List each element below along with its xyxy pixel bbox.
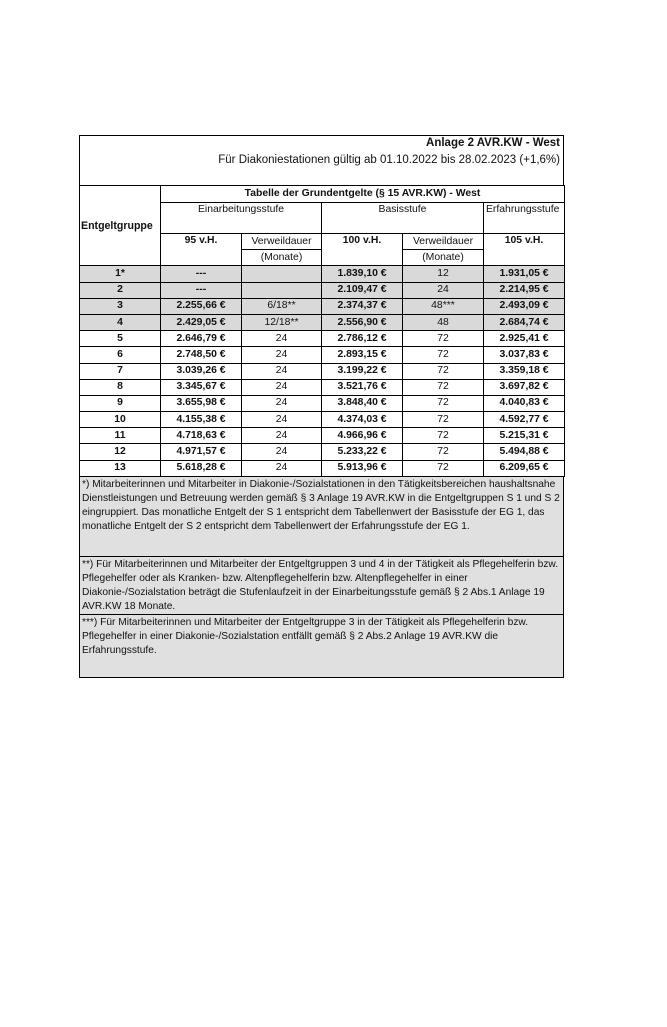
einarbeitung-value: 4.971,57 € — [161, 444, 242, 460]
entgeltgruppe-cell: 6 — [80, 347, 161, 363]
verweildauer-2-value: 72 — [403, 460, 484, 476]
erfahrung-value: 5.494,88 € — [484, 444, 565, 460]
verweildauer-1-value: 24 — [242, 379, 322, 395]
entgeltgruppe-cell: 8 — [80, 379, 161, 395]
verweildauer-1-value: 24 — [242, 331, 322, 347]
einarbeitung-value: 5.618,28 € — [161, 460, 242, 476]
basis-value: 2.893,15 € — [322, 347, 403, 363]
erfahrung-value: 4.592,77 € — [484, 412, 565, 428]
document-title: Anlage 2 AVR.KW - West — [426, 137, 560, 149]
verweildauer-2-value: 72 — [403, 363, 484, 379]
erfahrung-value: 3.697,82 € — [484, 379, 565, 395]
table-row — [80, 395, 565, 411]
erfahrung-value: 1.931,05 € — [484, 266, 565, 282]
erfahrung-value: 2.493,09 € — [484, 298, 565, 314]
einarbeitung-value: --- — [161, 282, 242, 298]
einarbeitung-value: 3.345,67 € — [161, 379, 242, 395]
einarbeitung-value: 2.748,50 € — [161, 347, 242, 363]
verweildauer-2-value: 72 — [403, 331, 484, 347]
basis-value: 2.556,90 € — [322, 314, 403, 330]
einarbeitung-value: 2.255,66 € — [161, 298, 242, 314]
entgeltgruppe-header: Entgeltgruppe — [80, 186, 161, 266]
verweildauer-2-value: 12 — [403, 266, 484, 282]
einarbeitung-value: 2.429,05 € — [161, 314, 242, 330]
verweildauer-1-value — [242, 282, 322, 298]
table-row — [80, 314, 565, 330]
einarbeitung-value: 4.718,63 € — [161, 428, 242, 444]
table-row — [80, 444, 565, 460]
table-row — [80, 412, 565, 428]
erfahrung-value: 5.215,31 € — [484, 428, 565, 444]
entgeltgruppe-cell: 3 — [80, 298, 161, 314]
erfahrungsstufe-header: Erfahrungsstufe — [484, 203, 565, 234]
einarbeitung-value: --- — [161, 266, 242, 282]
verweildauer-1-value: 12/18** — [242, 314, 322, 330]
erfahrung-value: 2.684,74 € — [484, 314, 565, 330]
verweildauer-1-value: 24 — [242, 444, 322, 460]
verweildauer-1-value: 24 — [242, 428, 322, 444]
einarbeitungsstufe-header: Einarbeitungsstufe — [161, 203, 322, 234]
basis-value: 5.913,96 € — [322, 460, 403, 476]
table-row — [80, 428, 565, 444]
einarbeitung-value: 4.155,38 € — [161, 412, 242, 428]
table-row — [80, 298, 565, 314]
validity-subtitle: Für Diakoniestationen gültig ab 01.10.2022 bis 28.02.2023 (+1,6%) — [218, 154, 560, 166]
erfahrung-value: 4.040,83 € — [484, 395, 565, 411]
einarbeitung-value: 3.039,26 € — [161, 363, 242, 379]
erfahrung-value: 6.209,65 € — [484, 460, 565, 476]
verweildauer-1-value: 24 — [242, 412, 322, 428]
verweildauer-2-value: 72 — [403, 395, 484, 411]
basis-value: 3.521,76 € — [322, 379, 403, 395]
verweildauer-1-value: 24 — [242, 363, 322, 379]
basis-value: 1.839,10 € — [322, 266, 403, 282]
basis-value: 2.109,47 € — [322, 282, 403, 298]
entgeltgruppe-cell: 10 — [80, 412, 161, 428]
table-row — [80, 331, 565, 347]
erfahrung-value: 3.037,83 € — [484, 347, 565, 363]
entgeltgruppe-cell: 5 — [80, 331, 161, 347]
table-row — [80, 282, 565, 298]
table-row — [80, 266, 565, 282]
erfahrung-value: 2.925,41 € — [484, 331, 565, 347]
entgeltgruppe-cell: 1* — [80, 266, 161, 282]
col-header-verweildauer-1: Verweildauer — [242, 234, 322, 250]
entgeltgruppe-cell: 11 — [80, 428, 161, 444]
footnote-2: **) Für Mitarbeiterinnen und Mitarbeiter der Entgeltgruppen 3 und 4 in der Tätigkeit als Pflegehelferin bzw. Pflegehelfer oder als Kranken- bzw. Altenpflegehelferin bzw. Altenpflegehelfer in einer Diakonie-/Sozialstation beträgt die Stufenlaufzeit in der Einarbeitungsstufe gemäß § 2 Abs.1 Anlage 19 AVR.KW 18 Monate. — [79, 557, 564, 615]
footnote-3: ***) Für Mitarbeiterinnen und Mitarbeiter der Entgeltgruppe 3 in der Tätigkeit als Pflegehelferin bzw. Pflegehelfer in einer Diakonie-/Sozialstation entfällt gemäß § 2 Abs.2 Anlage 19 AVR.KW die Erfahrungsstufe. — [79, 615, 564, 678]
table-row — [80, 363, 565, 379]
erfahrung-value: 3.359,18 € — [484, 363, 565, 379]
entgeltgruppe-cell: 7 — [80, 363, 161, 379]
einarbeitung-value: 3.655,98 € — [161, 395, 242, 411]
verweildauer-2-value: 72 — [403, 412, 484, 428]
entgeltgruppe-cell: 9 — [80, 395, 161, 411]
entgeltgruppe-cell: 13 — [80, 460, 161, 476]
entgeltgruppe-cell: 2 — [80, 282, 161, 298]
footnote-1: *) Mitarbeiterinnen und Mitarbeiter in Diakonie-/Sozialstationen in den Tätigkeitsbereichen haushaltsnahe Dienstleistungen und Betreuung werden gemäß § 3 Anlage 19 AVR.KW in die Entgeltgruppen S 1 und S 2 eingruppiert. Das monatliche Entgelt der S 1 entspricht dem Tabellenwert der Basisstufe der EG 1, das monatliche Entgelt der S 2 entspricht dem Tabellenwert der Erfahrungsstufe der EG 1. — [79, 477, 564, 557]
table-caption: Tabelle der Grundentgelte (§ 15 AVR.KW) - West — [161, 186, 565, 203]
col-subheader-monate-1: (Monate) — [242, 250, 322, 266]
table-row — [80, 379, 565, 395]
salary-table — [79, 185, 565, 477]
entgeltgruppe-cell: 12 — [80, 444, 161, 460]
verweildauer-2-value: 48 — [403, 314, 484, 330]
col-header-95: 95 v.H. — [161, 234, 242, 266]
document-header — [79, 135, 564, 185]
col-header-105: 105 v.H. — [484, 234, 565, 266]
basis-value: 4.374,03 € — [322, 412, 403, 428]
col-subheader-monate-2: (Monate) — [403, 250, 484, 266]
verweildauer-2-value: 72 — [403, 444, 484, 460]
verweildauer-1-value: 24 — [242, 347, 322, 363]
basis-value: 3.848,40 € — [322, 395, 403, 411]
table-row — [80, 460, 565, 476]
einarbeitung-value: 2.646,79 € — [161, 331, 242, 347]
verweildauer-2-value: 48*** — [403, 298, 484, 314]
verweildauer-2-value: 24 — [403, 282, 484, 298]
verweildauer-2-value: 72 — [403, 379, 484, 395]
basis-value: 2.786,12 € — [322, 331, 403, 347]
basisstufe-header: Basisstufe — [322, 203, 484, 234]
basis-value: 4.966,96 € — [322, 428, 403, 444]
table-row — [80, 347, 565, 363]
basis-value: 3.199,22 € — [322, 363, 403, 379]
verweildauer-2-value: 72 — [403, 347, 484, 363]
verweildauer-1-value: 6/18** — [242, 298, 322, 314]
col-header-verweildauer-2: Verweildauer — [403, 234, 484, 250]
verweildauer-1-value: 24 — [242, 460, 322, 476]
verweildauer-1-value: 24 — [242, 395, 322, 411]
entgeltgruppe-cell: 4 — [80, 314, 161, 330]
salary-document — [79, 135, 564, 678]
basis-value: 2.374,37 € — [322, 298, 403, 314]
verweildauer-1-value — [242, 266, 322, 282]
basis-value: 5.233,22 € — [322, 444, 403, 460]
verweildauer-2-value: 72 — [403, 428, 484, 444]
erfahrung-value: 2.214,95 € — [484, 282, 565, 298]
col-header-100: 100 v.H. — [322, 234, 403, 266]
